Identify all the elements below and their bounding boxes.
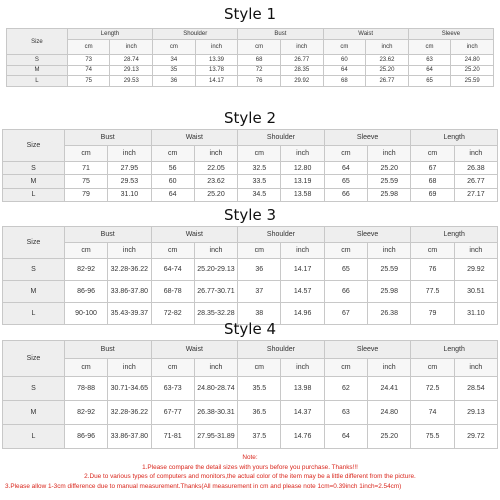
unit-header: inch — [108, 243, 151, 259]
value-cell: 26.77-30.71 — [194, 281, 237, 303]
value-cell: 37 — [238, 281, 281, 303]
measure-header: Waist — [151, 341, 238, 359]
unit-header: cm — [151, 359, 194, 377]
value-cell: 28.35-32.28 — [194, 303, 237, 325]
note-line-1: 1.Please compare the detail sizes with yours before you purchase. Thanks!!! — [142, 463, 358, 471]
value-cell: 76 — [411, 259, 454, 281]
size-header: Size — [7, 29, 68, 55]
value-cell: 72 — [238, 65, 281, 76]
value-cell: 31.10 — [454, 303, 497, 325]
value-cell: 33.86-37.80 — [108, 425, 151, 449]
style-2-size-table — [2, 129, 498, 202]
value-cell: 27.95-31.89 — [194, 425, 237, 449]
note-heading: Note: — [242, 454, 258, 461]
unit-header: inch — [281, 359, 324, 377]
value-cell: 24.80 — [368, 401, 411, 425]
value-cell: 63 — [408, 55, 451, 66]
unit-header: cm — [151, 243, 194, 259]
value-cell: 75 — [67, 76, 110, 87]
measure-header: Bust — [64, 341, 151, 359]
unit-header: inch — [108, 359, 151, 377]
value-cell: 64 — [323, 65, 366, 76]
value-cell: 72-82 — [151, 303, 194, 325]
value-cell: 26.77 — [366, 76, 409, 87]
value-cell: 37.5 — [238, 425, 281, 449]
table-row — [3, 259, 498, 281]
measure-header: Bust — [64, 130, 151, 146]
measure-header: Length — [67, 29, 152, 40]
value-cell: 25.20-29.13 — [194, 259, 237, 281]
value-cell: 31.10 — [108, 188, 151, 201]
value-cell: 13.78 — [195, 65, 238, 76]
size-cell: L — [3, 425, 65, 449]
table-row — [7, 65, 494, 76]
unit-header: inch — [454, 146, 497, 162]
value-cell: 68 — [411, 175, 454, 188]
value-cell: 38 — [238, 303, 281, 325]
size-cell: M — [3, 281, 65, 303]
style-3-size-table — [2, 226, 498, 325]
size-cell: L — [7, 76, 68, 87]
table-row — [7, 76, 494, 87]
unit-header: cm — [324, 146, 367, 162]
value-cell: 27.95 — [108, 162, 151, 175]
size-cell: S — [3, 377, 65, 401]
value-cell: 26.38 — [368, 303, 411, 325]
value-cell: 25.20 — [368, 425, 411, 449]
value-cell: 34.5 — [238, 188, 281, 201]
measure-header: Waist — [151, 130, 238, 146]
value-cell: 25.98 — [368, 188, 411, 201]
value-cell: 65 — [408, 76, 451, 87]
unit-header: inch — [454, 243, 497, 259]
value-cell: 60 — [323, 55, 366, 66]
value-cell: 25.98 — [368, 281, 411, 303]
value-cell: 82-92 — [64, 259, 107, 281]
table-row — [3, 377, 498, 401]
unit-header: inch — [194, 243, 237, 259]
unit-header: cm — [411, 243, 454, 259]
unit-header: cm — [411, 359, 454, 377]
table-row — [3, 425, 498, 449]
value-cell: 35 — [153, 65, 196, 76]
table-row — [3, 401, 498, 425]
value-cell: 25.20 — [194, 188, 237, 201]
value-cell: 35.5 — [238, 377, 281, 401]
value-cell: 65 — [324, 259, 367, 281]
measure-header: Length — [411, 341, 498, 359]
unit-header: inch — [195, 40, 238, 55]
value-cell: 24.41 — [368, 377, 411, 401]
value-cell: 34 — [153, 55, 196, 66]
style-1-title: Style 1 — [224, 5, 276, 23]
table-row — [3, 188, 498, 201]
value-cell: 77.5 — [411, 281, 454, 303]
unit-header: cm — [67, 40, 110, 55]
value-cell: 32.5 — [238, 162, 281, 175]
size-cell: M — [3, 401, 65, 425]
size-cell: L — [3, 188, 65, 201]
value-cell: 86-96 — [64, 281, 107, 303]
value-cell: 82-92 — [64, 401, 107, 425]
value-cell: 28.35 — [280, 65, 323, 76]
unit-header: cm — [238, 146, 281, 162]
value-cell: 29.53 — [108, 175, 151, 188]
value-cell: 79 — [64, 188, 107, 201]
value-cell: 23.62 — [366, 55, 409, 66]
value-cell: 25.20 — [366, 65, 409, 76]
size-header: Size — [3, 130, 65, 162]
unit-header: inch — [366, 40, 409, 55]
value-cell: 62 — [324, 377, 367, 401]
value-cell: 64 — [324, 162, 367, 175]
value-cell: 26.77 — [280, 55, 323, 66]
table-row — [3, 281, 498, 303]
unit-header: cm — [238, 243, 281, 259]
style-4-title: Style 4 — [224, 320, 276, 338]
value-cell: 28.54 — [454, 377, 497, 401]
value-cell: 64-74 — [151, 259, 194, 281]
value-cell: 36.5 — [238, 401, 281, 425]
value-cell: 25.59 — [368, 259, 411, 281]
table-row — [7, 55, 494, 66]
value-cell: 14.17 — [195, 76, 238, 87]
measure-header: Waist — [151, 227, 238, 243]
value-cell: 36 — [238, 259, 281, 281]
value-cell: 75.5 — [411, 425, 454, 449]
measure-header: Sleeve — [324, 130, 411, 146]
measure-header: Shoulder — [153, 29, 238, 40]
size-cell: M — [3, 175, 65, 188]
value-cell: 67-77 — [151, 401, 194, 425]
unit-header: inch — [451, 40, 494, 55]
value-cell: 64 — [151, 188, 194, 201]
value-cell: 33.86-37.80 — [108, 281, 151, 303]
value-cell: 68 — [323, 76, 366, 87]
style-4-size-table — [2, 340, 498, 449]
measure-header: Sleeve — [408, 29, 493, 40]
size-cell: S — [3, 162, 65, 175]
value-cell: 14.37 — [281, 401, 324, 425]
value-cell: 29.92 — [454, 259, 497, 281]
measure-header: Bust — [238, 29, 323, 40]
unit-header: inch — [194, 359, 237, 377]
value-cell: 78-88 — [64, 377, 107, 401]
unit-header: cm — [151, 146, 194, 162]
value-cell: 32.28-36.22 — [108, 259, 151, 281]
value-cell: 68 — [238, 55, 281, 66]
unit-header: cm — [324, 243, 367, 259]
value-cell: 32.28-36.22 — [108, 401, 151, 425]
style-3-title: Style 3 — [224, 206, 276, 224]
value-cell: 74 — [67, 65, 110, 76]
value-cell: 24.80 — [451, 55, 494, 66]
value-cell: 74 — [411, 401, 454, 425]
unit-header: inch — [368, 243, 411, 259]
unit-header: cm — [153, 40, 196, 55]
value-cell: 25.59 — [451, 76, 494, 87]
value-cell: 65 — [324, 175, 367, 188]
unit-header: inch — [280, 40, 323, 55]
value-cell: 26.38 — [454, 162, 497, 175]
value-cell: 60 — [151, 175, 194, 188]
unit-header: cm — [324, 359, 367, 377]
measure-header: Shoulder — [238, 341, 325, 359]
size-cell: S — [3, 259, 65, 281]
size-cell: L — [3, 303, 65, 325]
unit-header: inch — [454, 359, 497, 377]
unit-header: cm — [64, 359, 107, 377]
value-cell: 25.59 — [368, 175, 411, 188]
note-line-3: 3.Please allow 1-3cm difference due to manual measurement.Thanks(All measurement in cm and please note 1cm=0.39inch 1inch=2.54cm) — [5, 482, 402, 490]
table-row — [3, 162, 498, 175]
value-cell: 23.62 — [194, 175, 237, 188]
value-cell: 36 — [153, 76, 196, 87]
measure-header: Sleeve — [324, 227, 411, 243]
style-2-title: Style 2 — [224, 109, 276, 127]
unit-header: inch — [108, 146, 151, 162]
value-cell: 79 — [411, 303, 454, 325]
value-cell: 66 — [324, 188, 367, 201]
style-1-size-table — [6, 28, 494, 87]
unit-header: inch — [281, 243, 324, 259]
value-cell: 13.98 — [281, 377, 324, 401]
value-cell: 13.19 — [281, 175, 324, 188]
value-cell: 14.76 — [281, 425, 324, 449]
value-cell: 27.17 — [454, 188, 497, 201]
value-cell: 30.51 — [454, 281, 497, 303]
unit-header: inch — [368, 359, 411, 377]
value-cell: 25.20 — [368, 162, 411, 175]
value-cell: 29.13 — [110, 65, 153, 76]
value-cell: 67 — [411, 162, 454, 175]
value-cell: 68-78 — [151, 281, 194, 303]
value-cell: 72.5 — [411, 377, 454, 401]
size-cell: M — [7, 65, 68, 76]
value-cell: 22.05 — [194, 162, 237, 175]
measure-header: Length — [411, 227, 498, 243]
size-header: Size — [3, 227, 65, 259]
measure-header: Shoulder — [238, 227, 325, 243]
unit-header: cm — [238, 359, 281, 377]
value-cell: 71 — [64, 162, 107, 175]
value-cell: 63 — [324, 401, 367, 425]
value-cell: 56 — [151, 162, 194, 175]
measure-header: Shoulder — [238, 130, 325, 146]
value-cell: 14.96 — [281, 303, 324, 325]
measure-header: Bust — [64, 227, 151, 243]
value-cell: 67 — [324, 303, 367, 325]
value-cell: 29.72 — [454, 425, 497, 449]
value-cell: 30.71-34.65 — [108, 377, 151, 401]
unit-header: cm — [238, 40, 281, 55]
unit-header: cm — [323, 40, 366, 55]
value-cell: 71-81 — [151, 425, 194, 449]
value-cell: 26.77 — [454, 175, 497, 188]
unit-header: cm — [64, 146, 107, 162]
value-cell: 86-96 — [64, 425, 107, 449]
value-cell: 63-73 — [151, 377, 194, 401]
value-cell: 69 — [411, 188, 454, 201]
measure-header: Length — [411, 130, 498, 146]
unit-header: cm — [408, 40, 451, 55]
value-cell: 35.43-39.37 — [108, 303, 151, 325]
measure-header: Sleeve — [324, 341, 411, 359]
value-cell: 76 — [238, 76, 281, 87]
value-cell: 29.92 — [280, 76, 323, 87]
value-cell: 73 — [67, 55, 110, 66]
value-cell: 14.17 — [281, 259, 324, 281]
unit-header: cm — [411, 146, 454, 162]
unit-header: inch — [194, 146, 237, 162]
value-cell: 24.80-28.74 — [194, 377, 237, 401]
value-cell: 25.20 — [451, 65, 494, 76]
value-cell: 13.39 — [195, 55, 238, 66]
value-cell: 12.80 — [281, 162, 324, 175]
unit-header: inch — [110, 40, 153, 55]
note-block — [0, 453, 500, 491]
value-cell: 64 — [408, 65, 451, 76]
table-row — [3, 175, 498, 188]
value-cell: 13.58 — [281, 188, 324, 201]
measure-header: Waist — [323, 29, 408, 40]
unit-header: inch — [281, 146, 324, 162]
unit-header: inch — [368, 146, 411, 162]
size-header: Size — [3, 341, 65, 377]
value-cell: 64 — [324, 425, 367, 449]
value-cell: 66 — [324, 281, 367, 303]
value-cell: 75 — [64, 175, 107, 188]
value-cell: 26.38-30.31 — [194, 401, 237, 425]
unit-header: cm — [64, 243, 107, 259]
value-cell: 90-100 — [64, 303, 107, 325]
note-line-2: 2.Due to various types of computers and monitors,the actual color of the item may be a little different from the picture. — [84, 473, 416, 481]
size-cell: S — [7, 55, 68, 66]
value-cell: 29.53 — [110, 76, 153, 87]
value-cell: 33.5 — [238, 175, 281, 188]
value-cell: 14.57 — [281, 281, 324, 303]
value-cell: 29.13 — [454, 401, 497, 425]
value-cell: 28.74 — [110, 55, 153, 66]
